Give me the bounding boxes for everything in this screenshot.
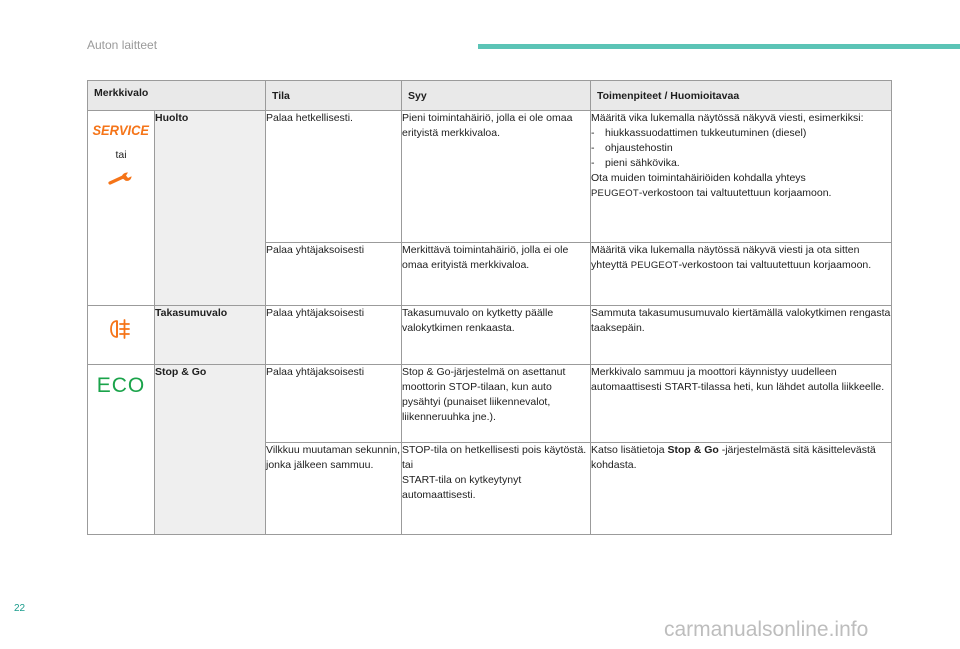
table-row (88, 306, 892, 365)
eco-icon: ECO (96, 374, 146, 397)
wrench-icon (108, 171, 134, 185)
column-header-toimenpiteet: Toimenpiteet / Huomioitavaa (591, 81, 892, 111)
stopgo-icon-cell (88, 365, 155, 535)
page-number: 22 (14, 603, 26, 614)
takasumuvalo-tila: Palaa yhtäjaksoisesti (266, 306, 402, 365)
stopgo-action-2: Katso lisätietoja Stop & Go -järjestelmästä sitä käsittelevästä kohdasta. (591, 443, 892, 535)
rear-fog-lamp-icon (108, 318, 134, 340)
list-item: - pieni sähkövika. (591, 157, 680, 169)
stopgo-name: Stop & Go (155, 365, 266, 535)
takasumuvalo-action: Sammuta takasumusumuvalo kiertämällä valokytkimen rengasta taaksepäin. (591, 306, 892, 365)
service-icon: SERVICE (92, 122, 150, 138)
watermark: carmanualsonline.info (664, 618, 869, 641)
column-header-tila: Tila (266, 81, 402, 111)
stopgo-tila-1: Palaa yhtäjaksoisesti (266, 365, 402, 443)
stopgo-action-1: Merkkivalo sammuu ja moottori käynnistyy uudelleen automaattisesti START-tilassa heti, kun lähdet autolla liikkeelle. (591, 365, 892, 443)
huolto-icon-cell (88, 111, 155, 306)
stopgo-syy-2: STOP-tila on hetkellisesti pois käytöstä. tai START-tila on kytkeytynyt automaattisesti. (402, 443, 591, 535)
huolto-action-1 (591, 111, 892, 243)
stopgo-syy-1: Stop & Go-järjestelmä on asettanut moottorin STOP-tilaan, kun auto pysähtyi (punaiset liikennevalot, liikenneruuhka jne.). (402, 365, 591, 443)
action-outro: Ota muiden toimintahäiriöiden kohdalla yhteys PEUGEOT-verkostoon tai valtuutettuun korjaamoon. (591, 172, 832, 199)
list-item: - hiukkassuodattimen tukkeutuminen (diesel) (591, 127, 807, 139)
huolto-syy-2: Merkittävä toimintahäiriö, jolla ei ole omaa erityistä merkkivaloa. (402, 243, 591, 306)
takasumuvalo-syy: Takasumuvalo on kytketty päälle valokytkimen renkaasta. (402, 306, 591, 365)
table-row (88, 365, 892, 443)
huolto-name: Huolto (155, 111, 266, 306)
table-header-row (88, 81, 892, 111)
takasumuvalo-icon-cell (88, 306, 155, 365)
column-header-syy: Syy (402, 81, 591, 111)
list-item: - ohjaustehostin (591, 142, 673, 154)
action-intro: Määritä vika lukemalla näytössä näkyvä viesti, esimerkiksi: (591, 112, 864, 124)
takasumuvalo-name: Takasumuvalo (155, 306, 266, 365)
stopgo-tila-2: Vilkkuu muutaman sekunnin, jonka jälkeen sammuu. (266, 443, 402, 535)
tai-label: tai (115, 149, 127, 161)
huolto-syy-1: Pieni toimintahäiriö, jolla ei ole omaa erityistä merkkivaloa. (402, 111, 591, 243)
column-header-merkkivalo: Merkkivalo (88, 81, 266, 111)
table-row (88, 111, 892, 243)
huolto-action-2: Määritä vika lukemalla näytössä näkyvä viesti ja ota sitten yhteyttä PEUGEOT-verkostoon tai valtuutettuun korjaamoon. (591, 243, 892, 306)
section-title: Auton laitteet (87, 38, 158, 52)
huolto-tila-1: Palaa hetkellisesti. (266, 111, 402, 243)
warning-lights-table (87, 80, 892, 535)
huolto-tila-2: Palaa yhtäjaksoisesti (266, 243, 402, 306)
header-accent-bar (478, 44, 960, 49)
